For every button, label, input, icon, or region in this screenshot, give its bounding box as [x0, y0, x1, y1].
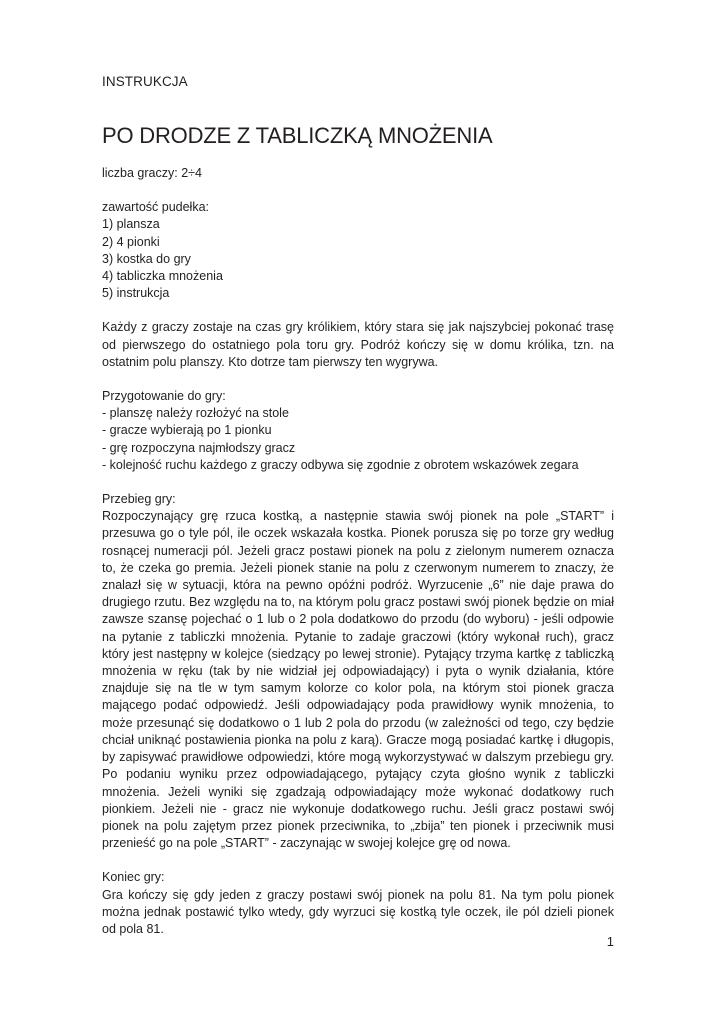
document-label: INSTRUKCJA: [102, 74, 188, 89]
gameplay-paragraph: Rozpoczynający grę rzuca kostką, a następnie stawia swój pionek na pole „START” i przesuwa go o tyle pól, ile oczek wskazała kostka. Pionek porusza się po torze gry według rosnącej numeracji pól. Jeżeli gracz postawi pionek na polu z zielonym numerem oznacza to, że czeka go premia. Jeżeli pionek stanie na polu z czerwonym numerem to znaczy, że znalazł się w sytuacji, która na pewno opóźni podróż. Wyrzucenie „6” nie daje prawa do drugiego rzutu. Bez względu na to, na którym polu gracz postawi swój pionek będzie on miał zawsze szansę pojechać o 1 lub o 2 pola dodatkowo do przodu (do wyboru) - jeśli odpowie na pytanie z tabliczki mnożenia. Pytanie to zadaje graczowi (który wykonał ruch), gracz który jest następny w kolejce (siedzący po lewej stronie). Pytający trzyma kartkę z tabliczką mnożenia w ręku (tak by nie widział jej odpowiadający) i pyta o wynik działania, które znajduje się na tle w tym samym kolorze co kolor pola, na którym stoi pionek gracza mającego podać odpowiedź. Jeśli odpowiadający poda prawidłowy wynik mnożenia, to może przesunąć się dodatkowo o 1 lub 2 pola do przodu (w zależności od tego, czy będzie chciał uniknąć postawienia pionka na polu z karą). Gracze mogą posiadać kartkę i długopis, by zapisywać prawidłowe odpowiedzi, które mogą wykorzystywać w dalszym przebiegu gry. Po podaniu wyniku przez odpowiadającego, pytający czyta głośno wynik z tabliczki mnożenia. Jeżeli wyniki się zgadzają odpowiadający może wykonać dodatkowy ruch pionkiem. Jeżeli nie - gracz nie wykonuje dodatkowego ruchu. Jeśli gracz postawi swój pionek na polu zajętym przez pionek przeciwnika, to „zbija” ten pionek i przeciwnik musi przenieść go na pole „START” - zaczynając w swojej kolejce grę od nowa.: [102, 509, 614, 851]
ending-paragraph: Gra kończy się gdy jeden z graczy postawi swój pionek na polu 81. Na tym polu pionek można jednak postawić tylko wtedy, gdy wyrzuci się kostką tyle oczek, ile pól dzieli pionek od pola 81.: [102, 887, 614, 936]
list-item: 1) plansza: [102, 217, 160, 232]
gameplay-section: [102, 491, 614, 852]
box-contents-heading: zawartość pudełka:: [102, 200, 210, 215]
list-item: - kolejność ruchu każdego z graczy odbywa się zgodnie z obrotem wskazówek zegara: [102, 457, 579, 472]
preparation-section: [102, 388, 614, 474]
players-count: liczba graczy: 2÷4: [102, 166, 202, 180]
list-item: - planszę należy rozłożyć na stole: [102, 406, 289, 421]
document-body: [102, 73, 614, 938]
box-contents-section: [102, 199, 614, 302]
ending-section: [102, 869, 614, 938]
list-item: - grę rozpoczyna najmłodszy gracz: [102, 440, 296, 455]
preparation-list: [102, 405, 614, 474]
list-item: 2) 4 pionki: [102, 234, 160, 249]
ending-heading: Koniec gry:: [102, 870, 165, 885]
intro-paragraph: Każdy z graczy zostaje na czas gry królikiem, który stara się jak najszybciej pokonać trasę od pierwszego do ostatniego pola toru gry. Podróż kończy się w domu królika, tzn. na ostatnim polu planszy. Kto dotrze tam pierwszy ten wygrywa.: [102, 320, 614, 369]
gameplay-heading: Przebieg gry:: [102, 492, 176, 507]
page-title: PO DRODZE Z TABLICZKĄ MNOŻENIA: [102, 123, 493, 148]
list-item: 3) kostka do gry: [102, 251, 191, 266]
page-number: 1: [606, 934, 614, 949]
list-item: 4) tabliczka mnożenia: [102, 269, 223, 284]
list-item: - gracze wybierają po 1 pionku: [102, 423, 272, 438]
preparation-heading: Przygotowanie do gry:: [102, 389, 226, 404]
box-contents-list: [102, 216, 614, 302]
list-item: 5) instrukcja: [102, 286, 170, 301]
